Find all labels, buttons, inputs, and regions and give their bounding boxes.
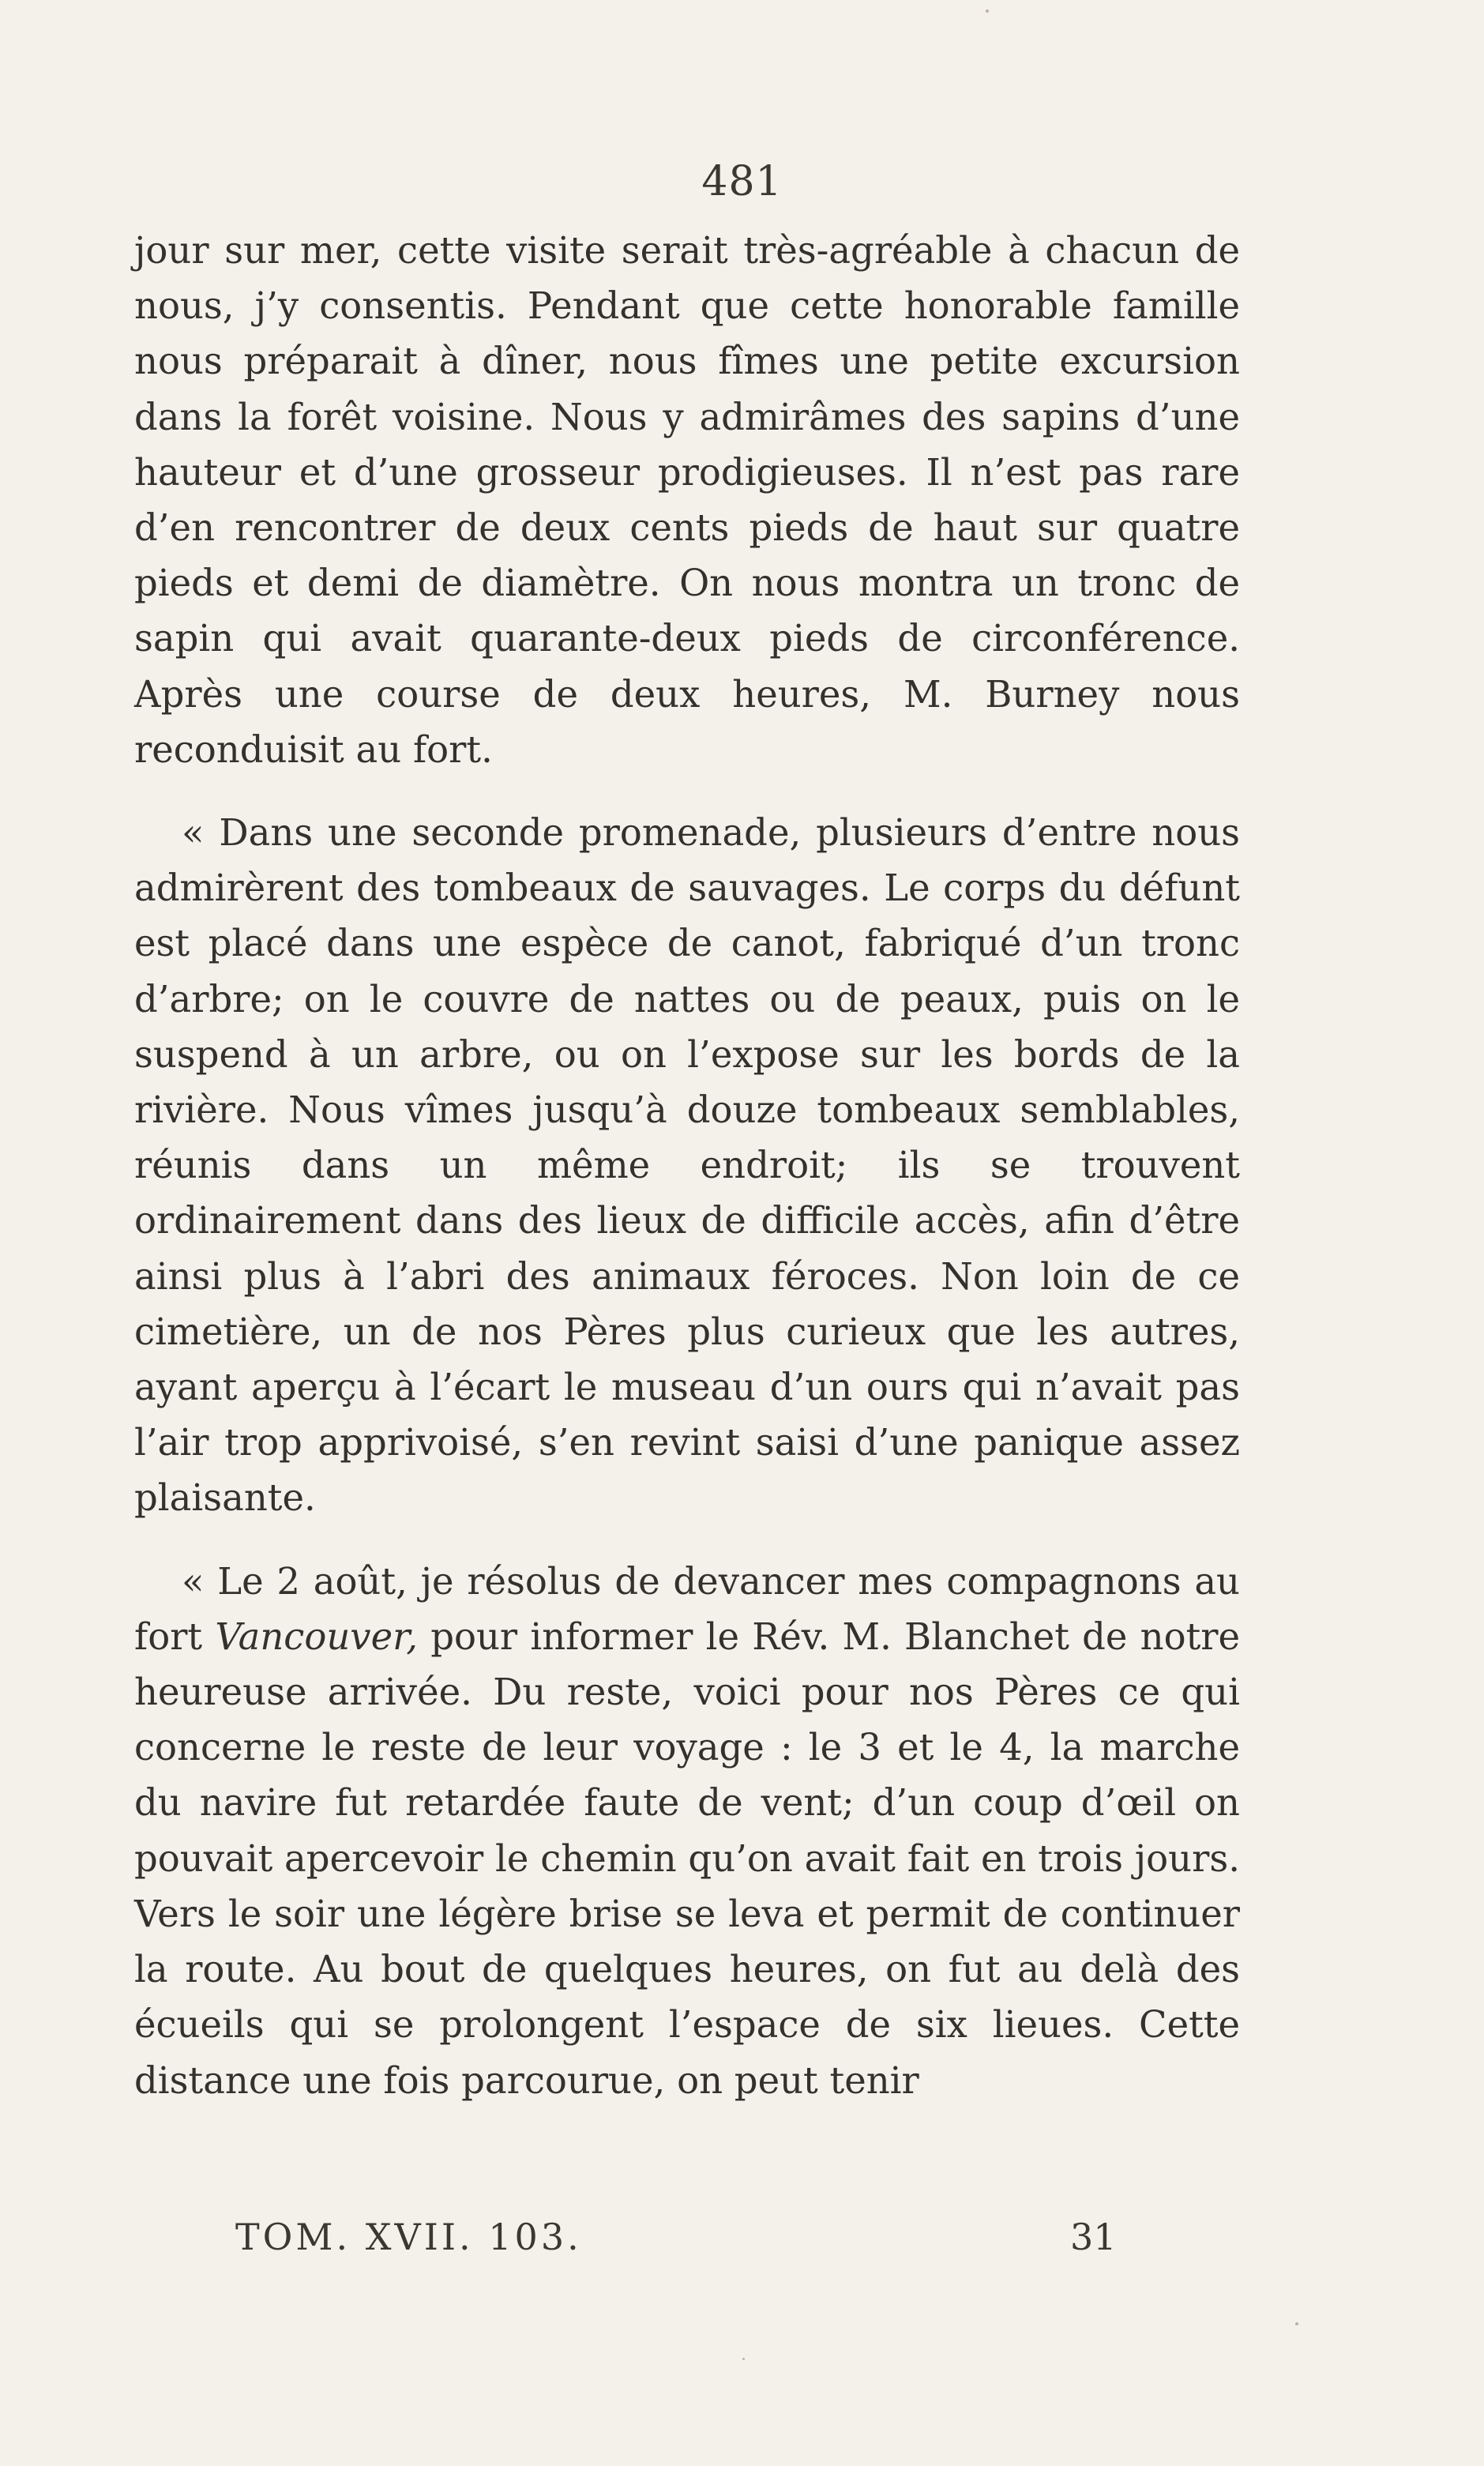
page-number: 481 [701,158,783,205]
footer-folio-number: 31 [1070,2216,1117,2258]
paragraph-3-text-start: « Le 2 août, je résolus de devancer mes compagnons au fort [134,1559,1240,1658]
paper-speck [986,9,989,13]
footer-signature-mark: TOM. XVII. 103. [235,2216,582,2258]
paragraph-2: « Dans une seconde promenade, plusieurs d’entre nous admirèrent des tombeaux de sauvages. Le corps du défunt est placé dans une espèce de canot, fabriqué d’un tronc d’arbre; on le couvre de nattes ou de peaux, puis on le suspend à un arbre, ou on l’expose sur les bords de la rivière. Nous vîmes jusqu’à douze tombeaux semblables, réunis dans un même endroit; ils se trouvent ordinairement dans des lieux de difficile accès, afin d’être ainsi plus à l’abri des animaux féroces. Non loin de ce cimetière, un de nos Pères plus curieux que les autres, ayant aperçu à l’écart le museau d’un ours qui n’avait pas l’air trop apprivoisé, s’en revint saisi d’une panique assez plaisante. [134,811,1240,1520]
paragraph-3 [134,1554,1240,2108]
paragraph-1: jour sur mer, cette visite serait très-agréable à chacun de nous, j’y consentis. Pendant que cette honorable famille nous préparait à dîner, nous fîmes une petite excursion dans la forêt voisine. Nous y admirâmes des sapins d’une hauteur et d’une grosseur prodigieuses. Il n’est pas rare d’en rencontrer de deux cents pieds de haut sur quatre pieds et demi de diamètre. On nous montra un tronc de sapin qui avait quarante-deux pieds de circonférence. Après une course de deux heures, M. Burney nous reconduisit au fort. [134,229,1240,771]
paper-speck [742,2358,745,2360]
paragraph-3-italic-place-name: Vancouver, [215,1615,418,1658]
paper-speck [1295,2322,1298,2325]
page-footer [0,2216,1484,2271]
body-text [134,223,1240,2108]
paragraph-3-text-end: pour informer le Rév. M. Blanchet de notre heureuse arrivée. Du reste, voici pour nos Pères ce qui concerne le reste de leur voyage : le 3 et le 4, la marche du navire fut retardée faute de vent; d’un coup d’œil on pouvait apercevoir le chemin qu’on avait fait en trois jours. Vers le soir une légère brise se leva et permit de continuer la route. Au bout de quelques heures, on fut au delà des écueils qui se prolongent l’espace de six lieues. Cette distance une fois parcourue, on peut tenir [134,1615,1241,2102]
